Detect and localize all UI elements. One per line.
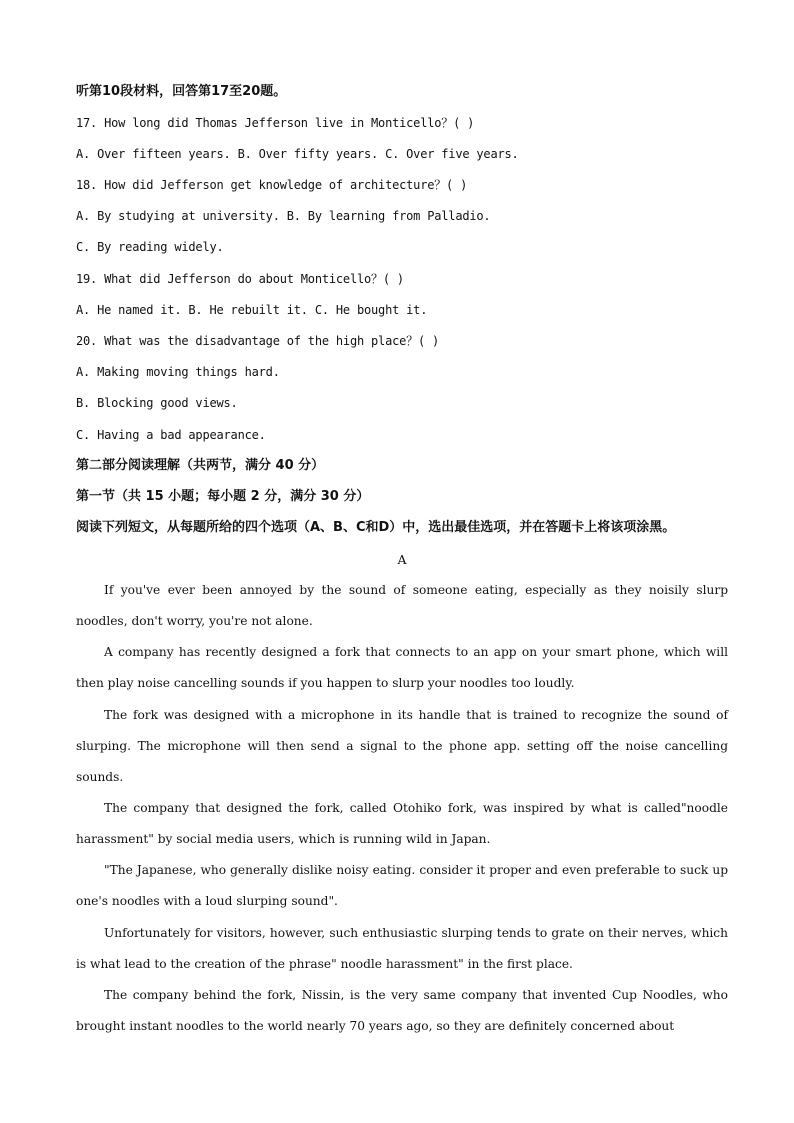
question-18-options: A. By studying at university. B. By learning from Palladio. — [76, 209, 491, 223]
passage-paragraph: The company behind the fork, Nissin, is the very same company that invented Cup Noodles, who brought instant noodles to the world nearly 70 years ago, so they are definitely concerned about — [76, 988, 728, 1034]
reading-section-heading: 第一节（共 15 小题；每小题 2 分，满分 30 分） — [76, 489, 370, 504]
passage-paragraph: "The Japanese, who generally dislike noisy eating. consider it proper and even preferable to suck up one's noodles with a loud slurping sound". — [76, 863, 728, 909]
passage-paragraph: A company has recently designed a fork that connects to an app on your smart phone, which will then play noise cancelling sounds if you happen to slurp your noodles too loudly. — [76, 645, 728, 691]
question-18-stem: 18. How did Jefferson get knowledge of architecture？( ) — [76, 178, 468, 192]
question-19-stem: 19. What did Jefferson do about Monticello？( ) — [76, 272, 404, 286]
reading-part-heading: 第二部分阅读理解（共两节，满分 40 分） — [76, 458, 325, 473]
passage-paragraph: Unfortunately for visitors, however, such enthusiastic slurping tends to grate on their nerves, which is what lead to the creation of the phrase" noodle harassment" in the first place. — [76, 926, 728, 972]
question-19-options: A. He named it. B. He rebuilt it. C. He bought it. — [76, 303, 428, 317]
listening-heading: 听第10段材料，回答第17至20题。 — [76, 84, 287, 99]
passage-label: A — [397, 552, 407, 567]
question-18-option-c: C. By reading widely. — [76, 240, 224, 254]
passage-paragraph: The fork was designed with a microphone in its handle that is trained to recognize the sound of slurping. The microphone will then send a signal to the phone app. setting off the noise cancelling sounds. — [76, 708, 728, 785]
question-20-option-b: B. Blocking good views. — [76, 396, 238, 410]
passage-paragraph: If you've ever been annoyed by the sound of someone eating, especially as they noisily slurp noodles, don't worry, you're not alone. — [76, 583, 728, 629]
question-20-stem: 20. What was the disadvantage of the high place？( ) — [76, 334, 440, 348]
question-20-option-a: A. Making moving things hard. — [76, 365, 280, 379]
question-17-options: A. Over fifteen years. B. Over fifty years. C. Over five years. — [76, 147, 519, 161]
question-20-option-c: C. Having a bad appearance. — [76, 428, 266, 442]
question-17-stem: 17. How long did Thomas Jefferson live in Monticello？( ) — [76, 116, 475, 130]
passage-paragraph: The company that designed the fork, called Otohiko fork, was inspired by what is called"noodle harassment" by social media users, which is running wild in Japan. — [76, 801, 728, 847]
reading-instructions: 阅读下列短文，从每题所给的四个选项（A、B、C和D）中，选出最佳选项，并在答题卡上将该项涂黑。 — [76, 520, 676, 535]
